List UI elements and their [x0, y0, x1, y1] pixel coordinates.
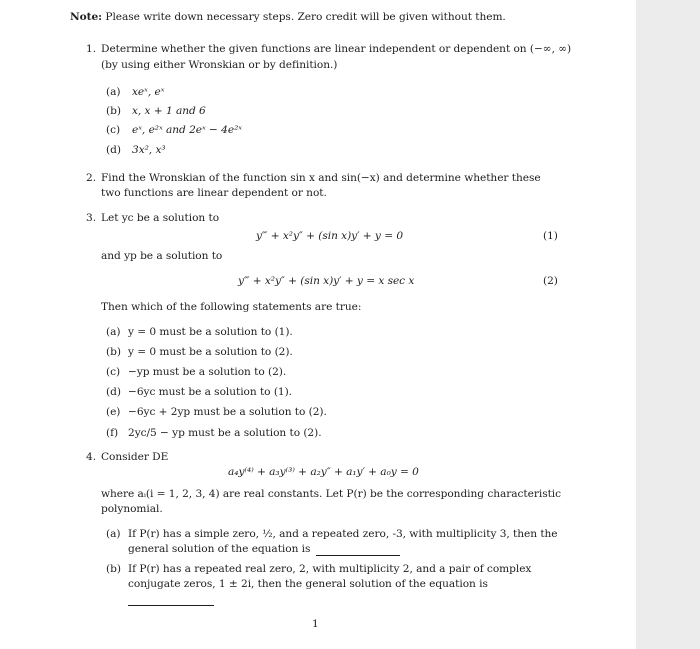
q4-intro: Consider DE [101, 451, 169, 463]
q3-equation-2-tag: (2) [543, 275, 558, 287]
q2-number: 2. [86, 172, 97, 184]
q1-part-b-label: (b) [106, 105, 121, 117]
note-label: Note: [70, 11, 103, 23]
note-line [70, 11, 506, 24]
q4-part-b-label: (b) [106, 563, 121, 575]
q3-part-b-label: (b) [106, 346, 121, 358]
q3-equation-1: y‴ + x²y″ + (sin x)y′ + y = 0 [256, 230, 404, 242]
q1-part-c-label: (c) [106, 124, 121, 136]
q4-part-a-answer-blank[interactable] [316, 555, 400, 556]
page-number: 1 [312, 618, 319, 630]
q1-part-a-label: (a) [106, 86, 121, 98]
q3-mid-text: and yp be a solution to [101, 250, 223, 262]
q2-line2: two functions are linear dependent or not. [101, 187, 327, 199]
q4-line1: where aᵢ(i = 1, 2, 3, 4) are real constants. Let P(r) be the corresponding characteristic [101, 488, 562, 500]
q4-number: 4. [86, 451, 97, 463]
q3-intro: Let yc be a solution to [101, 212, 220, 224]
q3-part-a-text: y = 0 must be a solution to (1). [128, 326, 293, 338]
q3-part-a-label: (a) [106, 326, 121, 338]
q4-line2: polynomial. [101, 503, 163, 515]
q1-part-c-text: eˣ, e²ˣ and 2eˣ − 4e²ˣ [132, 124, 242, 136]
q3-question: Then which of the following statements are true: [101, 301, 362, 313]
q1-part-d-text: 3x², x³ [132, 144, 166, 156]
q4-part-b-line1: If P(r) has a repeated real zero, 2, with multiplicity 2, and a pair of complex [128, 563, 532, 575]
q4-part-b-line2: conjugate zeros, 1 ± 2i, then the general solution of the equation is [128, 578, 488, 590]
q3-part-f-label: (f) [106, 427, 119, 439]
q3-part-d-label: (d) [106, 386, 121, 398]
q3-part-e-label: (e) [106, 406, 121, 418]
q1-part-a-text: xeˣ, eˣ [132, 86, 165, 98]
q1-part-d-label: (d) [106, 144, 121, 156]
q3-part-e-text: −6yc + 2yp must be a solution to (2). [128, 406, 327, 418]
q3-part-c-label: (c) [106, 366, 121, 378]
q4-part-a-label: (a) [106, 528, 121, 540]
page-margin-gutter [636, 0, 700, 649]
q4-part-a-line1: If P(r) has a simple zero, ½, and a repeated zero, -3, with multiplicity 3, then the [128, 528, 558, 540]
q3-part-d-text: −6yc must be a solution to (1). [128, 386, 292, 398]
q2-line1: Find the Wronskian of the function sin x and sin(−x) and determine whether these [101, 172, 541, 184]
q3-part-f-text: 2yc/5 − yp must be a solution to (2). [128, 427, 322, 439]
q4-part-b-answer-blank[interactable] [128, 605, 214, 606]
q3-equation-1-tag: (1) [543, 230, 558, 242]
q4-equation: a₄y⁽⁴⁾ + a₃y⁽³⁾ + a₂y″ + a₁y′ + a₀y = 0 [228, 466, 419, 478]
q1-number: 1. [86, 43, 97, 55]
q1-part-b-text: x, x + 1 and 6 [132, 105, 206, 117]
q3-part-c-text: −yp must be a solution to (2). [128, 366, 287, 378]
q4-part-a-line2: general solution of the equation is [128, 543, 311, 555]
q3-part-b-text: y = 0 must be a solution to (2). [128, 346, 293, 358]
q1-line2: (by using either Wronskian or by definition.) [101, 59, 338, 71]
note-text: Please write down necessary steps. Zero credit will be given without them. [105, 11, 506, 23]
q3-number: 3. [86, 212, 97, 224]
q1-line1: Determine whether the given functions are linear independent or dependent on (−∞, ∞) [101, 43, 572, 55]
q3-equation-2: y‴ + x²y″ + (sin x)y′ + y = x sec x [238, 275, 415, 287]
